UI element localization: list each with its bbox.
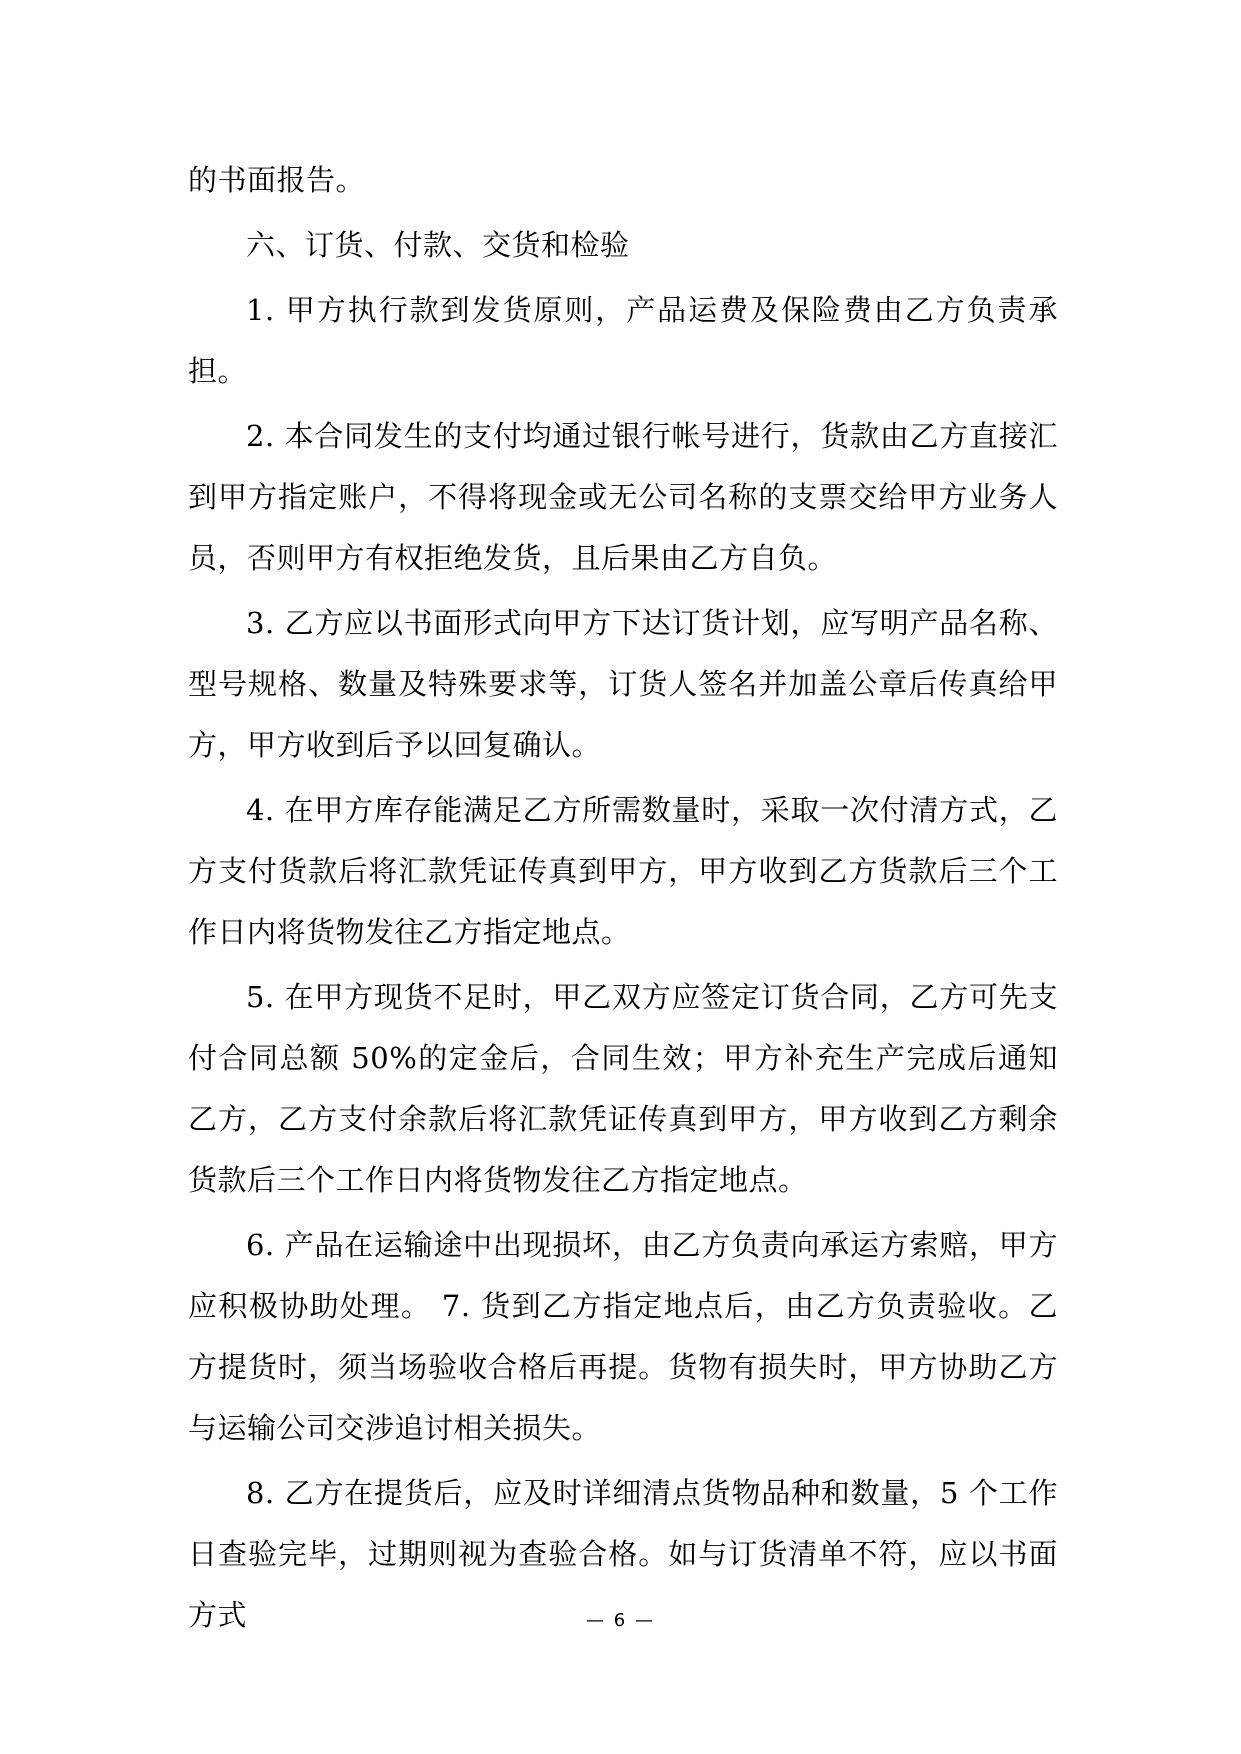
section-heading-ordering-payment: 六、订货、付款、交货和检验 xyxy=(246,228,630,262)
paragraph-clause-1: 1. 甲方执行款到发货原则，产品运费及保险费由乙方负责承担。 xyxy=(188,293,1058,388)
paragraph-clause-5: 5. 在甲方现货不足时，甲乙双方应签定订货合同，乙方可先支付合同总额 50%的定金后，合同生效；甲方补充生产完成后通知乙方，乙方支付余款后将汇款凭证传真到甲方，甲方收到乙方剩余货款后三个工作日内将货物发往乙方指定地点。 xyxy=(188,980,1058,1197)
paragraph-clause-6-7: 6. 产品在运输途中出现损坏，由乙方负责向承运方索赔，甲方应积极协助处理。 7. 货到乙方指定地点后，由乙方负责验收。乙方提货时，须当场验收合格后再提。货物有损失时，甲方协助乙方与运输公司交涉追讨相关损失。 xyxy=(188,1228,1058,1445)
paragraph-report-end: 的书面报告。 xyxy=(188,163,366,197)
paragraph-clause-4: 4. 在甲方库存能满足乙方所需数量时，采取一次付清方式，乙方支付货款后将汇款凭证传真到甲方，甲方收到乙方货款后三个工作日内将货物发往乙方指定地点。 xyxy=(188,793,1058,949)
paragraph-clause-2: 2. 本合同发生的支付均通过银行帐号进行，货款由乙方直接汇到甲方指定账户，不得将现金或无公司名称的支票交给甲方业务人员，否则甲方有权拒绝发货，且后果由乙方自负。 xyxy=(188,419,1058,575)
document-body xyxy=(188,150,1058,1650)
paragraph-clause-8: 8. 乙方在提货后，应及时详细清点货物品种和数量，5 个工作日查验完毕，过期则视为查验合格。如与订货清单不符，应以书面方式 xyxy=(188,1476,1058,1632)
paragraph-clause-3: 3. 乙方应以书面形式向甲方下达订货计划，应写明产品名称、型号规格、数量及特殊要求等，订货人签名并加盖公章后传真给甲方，甲方收到后予以回复确认。 xyxy=(188,606,1058,762)
page-number: — 6 — xyxy=(586,1610,655,1631)
